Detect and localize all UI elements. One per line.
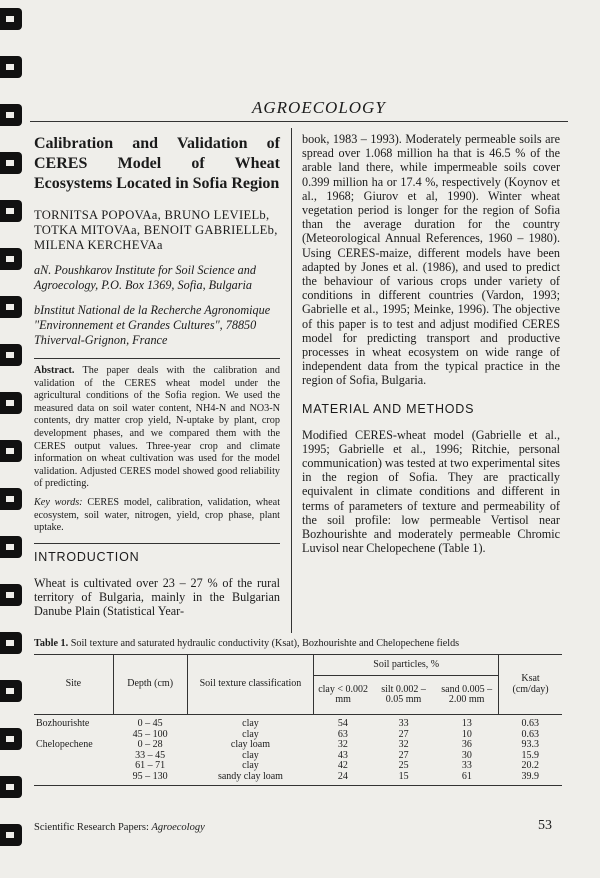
binding-ring [0,776,22,798]
cell-depth: 0 – 45 [137,718,163,729]
table-caption [34,638,564,649]
abstract-label: Abstract. [34,365,75,376]
col-site: Site [34,655,113,715]
column-rule [291,128,292,633]
cell-sand: 61 [461,770,472,782]
keywords [34,497,280,535]
table-caption-label: Table 1. [34,638,69,649]
col-ksat [499,655,562,715]
cell-ksat: 0.63 [521,718,540,729]
binding-ring [0,488,22,510]
col-depth: Depth (cm) [113,655,187,715]
cell-sand: 36 [461,739,472,750]
cell-sand: 30 [461,749,472,761]
cell-texture: clay [242,749,259,761]
cell-sand: 10 [461,728,472,740]
binding-ring [0,344,22,366]
binding-ring [0,536,22,558]
cell-texture: clay [242,760,259,771]
table-row [34,715,562,730]
cell-site: Bozhourishte [36,718,90,729]
cell-depth: 61 – 71 [135,760,166,771]
intro-heading: INTRODUCTION [34,549,140,564]
col-ksat-unit: (cm/day) [512,683,549,695]
binding-ring [0,104,22,126]
binding-ring [0,248,22,270]
paper-title: Calibration and Validation of CERES Model of Wheat Ecosystems Located in Sofia Region [34,135,280,192]
footer-section: Agroecology [151,822,205,833]
abstract [34,365,280,491]
binding-ring [0,440,22,462]
table-row [34,751,562,762]
keywords-text: CERES model, calibration, validation, wheat ecosystem, soil water, nitrogen, yield, crop phase, plant uptake. [34,496,281,534]
cell-clay: 42 [337,760,348,771]
col-sand: sand 0.005 – 2.00 mm [435,676,498,715]
cell-ksat: 93.3 [521,739,540,750]
table-row [34,730,562,741]
cell-texture: sandy clay loam [217,770,283,782]
header-rule [30,121,568,122]
author-list: TORNITSA POPOVAa, BRUNO LEVIELb, TOTKA MITOVAa, BENOIT GABRIELLEb, MILENA KERCHEVAa [34,208,278,252]
cell-texture: clay [242,718,259,729]
intro-text: Wheat is cultivated over 23 – 27 % of the rural territory of Bulgaria, mainly in the Bulgarian Danube Plain (Statistical Year- [34,575,280,619]
cell-depth: 95 – 130 [132,770,168,782]
page-number: 53 [538,818,552,833]
cell-clay: 24 [337,770,348,782]
cell-site [34,772,113,786]
col-texture: Soil texture classification [187,655,314,715]
cell-silt: 25 [398,760,409,771]
binding-ring [0,584,22,606]
col-ksat-symbol: Ksat [521,673,540,684]
section-rule [34,543,280,544]
binding-ring [0,392,22,414]
cell-site [34,751,113,762]
methods-text: Modified CERES-wheat model (Gabrielle et al., 1995; Gabrielle et al., 1996; Ritchie, personal communication) was tested at two experimental sites in the region of Sofia. They are practically equivalent in climate conditions and different in terms of parameters of texture and permeability of the soil profile: low permeable Vertisol near Bozhourishte and moderately permeable Chromic Luvisol near Chelopechene (Table 1). [302,427,560,556]
cell-depth: 45 – 100 [132,728,168,740]
col-clay: clay < 0.002 mm [314,676,372,715]
intro-continued: book, 1983 – 1993). Moderately permeable soils are spread over 1.068 million ha that is 46.5 % of the arable land there, while impermeable soils cover 0.399 million ha or 17.4 %, respectively (Koynov et al., 1968; Giurov et al, 1990). Winter wheat vegetation period is longer for the region of Sofia than the average duration for the country (Meteorological Annual References, 1960 – 1980). Using CERES-maize, different models have been adapted by Jones et al. (1986), and used to predict the behaviour of various crops under variety of conditions in different countries (Vardon, 1993; Gabrielle et al., 1995; Meinke, 1996). The objective of this paper is to test and adjust modified CERES model for predicting transport and productive processes in wheat ecosystem on wide range of independent data from the typical practice in the region of Sofia, Bulgaria. [302,132,560,388]
cell-silt: 27 [398,749,409,761]
cell-silt: 27 [398,728,409,740]
keywords-label: Key words: [34,496,83,508]
cell-texture: clay loam [230,739,271,750]
cell-ksat: 39.9 [521,770,540,782]
affiliation-b: bInstitut National de la Recherche Agronomique "Environnement et Grandes Cultures", 78850 Thiverval-Grignon, France [34,303,271,347]
cell-texture: clay [242,728,259,740]
cell-clay: 54 [337,718,348,729]
footer-journal: Scientific Research Papers: [34,822,149,833]
cell-depth: 0 – 28 [137,739,163,750]
cell-site [34,761,113,772]
abstract-text: The paper deals with the calibration and validation of the CERES wheat model under the agricultural conditions of the Sofia region. We used the measured data on soil water content, NH4-N and NO3-N contents, dry matter crop yield, N-uptake by plant, crop development phases, and we compared them with the CERES output values. Three-year crop and climate information on wheat cultivation was used for the model validation. Adjusted CERES model showed good reliability of predicting. [34,365,280,490]
table-row [34,740,562,751]
cell-ksat: 20.2 [521,760,540,771]
cell-clay: 63 [337,728,348,740]
abstract-rule [34,358,280,359]
binding-ring [0,728,22,750]
table-row [34,761,562,772]
cell-site: Chelopechene [36,739,93,750]
affiliation-a: aN. Poushkarov Institute for Soil Science and Agroecology, P.O. Box 1369, Sofia, Bulgaria [34,263,256,292]
cell-clay: 32 [337,739,348,750]
binding-ring [0,8,22,30]
footer [34,822,205,833]
soil-table [34,654,562,786]
table-caption-text: Soil texture and saturated hydraulic conductivity (Ksat), Bozhourishte and Chelopechene fields [70,638,460,649]
binding-ring [0,680,22,702]
cell-clay: 43 [337,749,348,761]
col-silt: silt 0.002 – 0.05 mm [372,676,435,715]
binding-ring [0,152,22,174]
cell-ksat: 15.9 [521,749,540,761]
table-row [34,772,562,786]
cell-ksat: 0.63 [521,728,540,740]
methods-heading: MATERIAL AND METHODS [302,401,475,416]
running-header: AGROECOLOGY [252,98,386,117]
spiral-binding [0,0,26,878]
binding-ring [0,632,22,654]
cell-silt: 15 [398,770,409,782]
binding-ring [0,200,22,222]
cell-sand: 33 [461,760,472,771]
binding-ring [0,296,22,318]
col-particles: Soil particles, % [314,655,499,676]
right-column [302,132,560,555]
table-body [34,715,562,786]
cell-silt: 33 [398,718,409,729]
binding-ring [0,824,22,846]
cell-depth: 33 – 45 [135,749,166,761]
cell-silt: 32 [398,739,409,750]
cell-sand: 13 [461,718,472,729]
binding-ring [0,56,22,78]
left-column [34,132,280,618]
